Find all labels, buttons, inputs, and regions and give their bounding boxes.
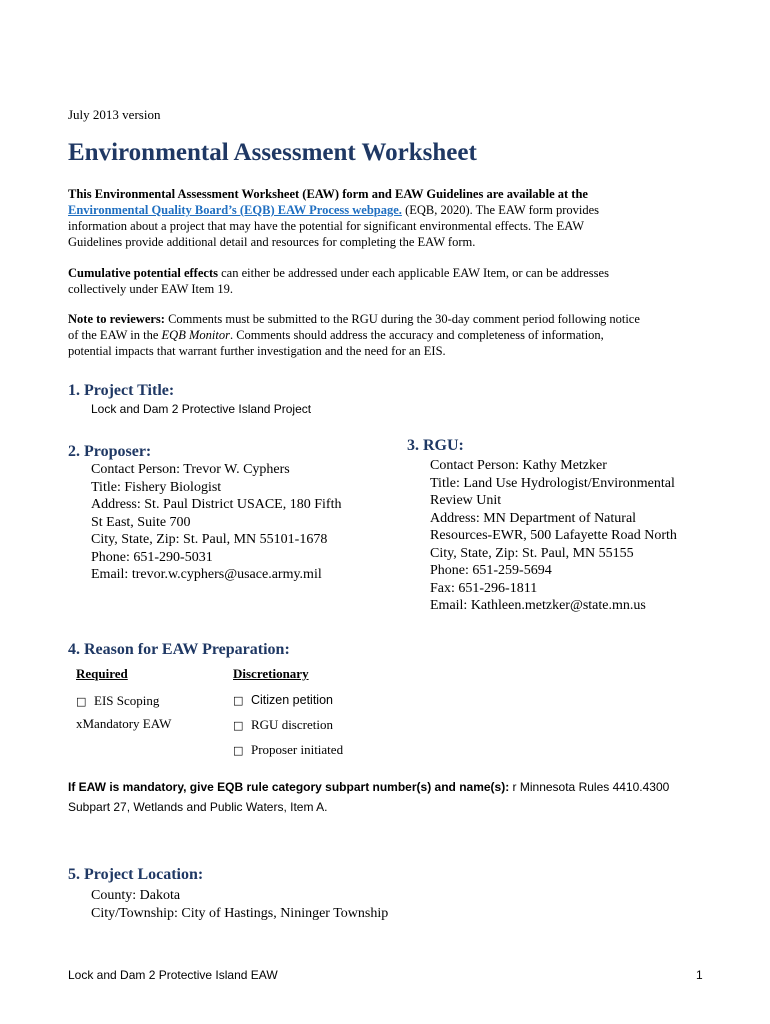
mandatory-rule-value: r Minnesota Rules 4410.4300: [509, 780, 670, 794]
checkbox-icon[interactable]: □: [233, 719, 244, 732]
rgu-line: Resources-EWR, 500 Lafayette Road North: [430, 528, 677, 543]
note-bold: Note to reviewers:: [68, 312, 165, 326]
rgu-line: Contact Person: Kathy Metzker: [430, 458, 607, 473]
section-3-heading: 3. RGU:: [407, 437, 464, 454]
note-paragraph: [68, 311, 713, 359]
mandatory-rule-value: Subpart 27, Wetlands and Public Waters, Item A.: [68, 800, 328, 814]
section-5-heading: 5. Project Location:: [68, 866, 204, 883]
option-label: Citizen petition: [251, 693, 333, 707]
version-label: July 2013 version: [68, 107, 161, 122]
proposer-block: [91, 461, 391, 584]
rgu-line: Phone: 651-259-5694: [430, 563, 552, 578]
proposer-line: Contact Person: Trevor W. Cyphers: [91, 462, 290, 477]
cumulative-bold: Cumulative potential effects: [68, 266, 218, 280]
location-line: County: Dakota: [91, 888, 181, 903]
note-text: of the EAW in the: [68, 328, 162, 342]
location-line: City/Township: City of Hastings, Nininger Township: [91, 905, 389, 921]
rgu-line: Title: Land Use Hydrologist/Environmental: [430, 475, 675, 491]
rgu-line: Email: Kathleen.metzker@state.mn.us: [430, 598, 646, 613]
eqb-monitor-text: EQB Monitor: [161, 328, 230, 342]
citizen-petition-option[interactable]: [233, 692, 333, 708]
cumulative-text: collectively under EAW Item 19.: [68, 282, 234, 296]
mandatory-eaw-option: xMandatory EAW: [76, 716, 172, 731]
cumulative-text: can either be addressed under each applicable EAW Item, or can be addresses: [217, 266, 609, 280]
rgu-block: [430, 457, 740, 615]
footer-left: Lock and Dam 2 Protective Island EAW: [68, 968, 278, 982]
section-4-heading: 4. Reason for EAW Preparation:: [68, 641, 290, 658]
proposer-line: Address: St. Paul District USACE, 180 Fifth: [91, 497, 342, 512]
cumulative-paragraph: [68, 265, 708, 297]
rgu-line: Review Unit: [430, 493, 502, 508]
note-text: potential impacts that warrant further investigation and the need for an EIS.: [68, 344, 446, 358]
project-title-value: Lock and Dam 2 Protective Island Project: [91, 402, 312, 416]
intro-bold-text: This Environmental Assessment Worksheet (EAW) form and EAW Guidelines are available at the: [68, 187, 588, 201]
checkbox-icon[interactable]: □: [76, 695, 87, 708]
page-number: 1: [696, 968, 703, 982]
mandatory-rule-bold: If EAW is mandatory, give EQB rule category subpart number(s) and name(s):: [68, 780, 510, 794]
note-text: . Comments should address the accuracy and completeness of information,: [229, 328, 604, 342]
rgu-line: Address: MN Department of Natural: [430, 510, 637, 526]
proposer-line: Email: trevor.w.cyphers@usace.army.mil: [91, 567, 322, 582]
intro-text: (EQB, 2020). The EAW form provides: [401, 203, 600, 217]
eis-scoping-option[interactable]: [76, 693, 159, 709]
proposer-line: St East, Suite 700: [91, 514, 191, 530]
eqb-webpage-link[interactable]: Environmental Quality Board’s (EQB) EAW Process webpage.: [68, 203, 402, 217]
mandatory-rule-text: [68, 777, 718, 817]
intro-paragraph: [68, 186, 708, 250]
checkbox-icon[interactable]: □: [233, 744, 244, 757]
note-text: Comments must be submitted to the RGU during the 30-day comment period following notice: [164, 312, 640, 326]
page-title: Environmental Assessment Worksheet: [68, 139, 477, 166]
rgu-line: Fax: 651-296-1811: [430, 580, 538, 596]
proposer-line: Phone: 651-290-5031: [91, 549, 213, 565]
location-block: [91, 887, 388, 922]
discretionary-column-header: Discretionary: [233, 666, 309, 681]
intro-text: information about a project that may have the potential for significant environmental effects. The EAW: [68, 219, 585, 233]
rgu-line: City, State, Zip: St. Paul, MN 55155: [430, 545, 634, 561]
section-1-heading: 1. Project Title:: [68, 382, 175, 399]
section-2-heading: 2. Proposer:: [68, 443, 152, 460]
proposer-initiated-option[interactable]: [233, 742, 343, 758]
proposer-line: City, State, Zip: St. Paul, MN 55101-1678: [91, 532, 328, 547]
option-label: Proposer initiated: [251, 742, 344, 757]
intro-text: Guidelines provide additional detail and resources for completing the EAW form.: [68, 235, 476, 249]
checkbox-icon[interactable]: □: [233, 694, 244, 707]
option-label: EIS Scoping: [94, 693, 160, 708]
proposer-line: Title: Fishery Biologist: [91, 479, 222, 495]
required-column-header: Required: [76, 666, 128, 681]
rgu-discretion-option[interactable]: [233, 717, 333, 733]
option-label: RGU discretion: [251, 717, 333, 732]
